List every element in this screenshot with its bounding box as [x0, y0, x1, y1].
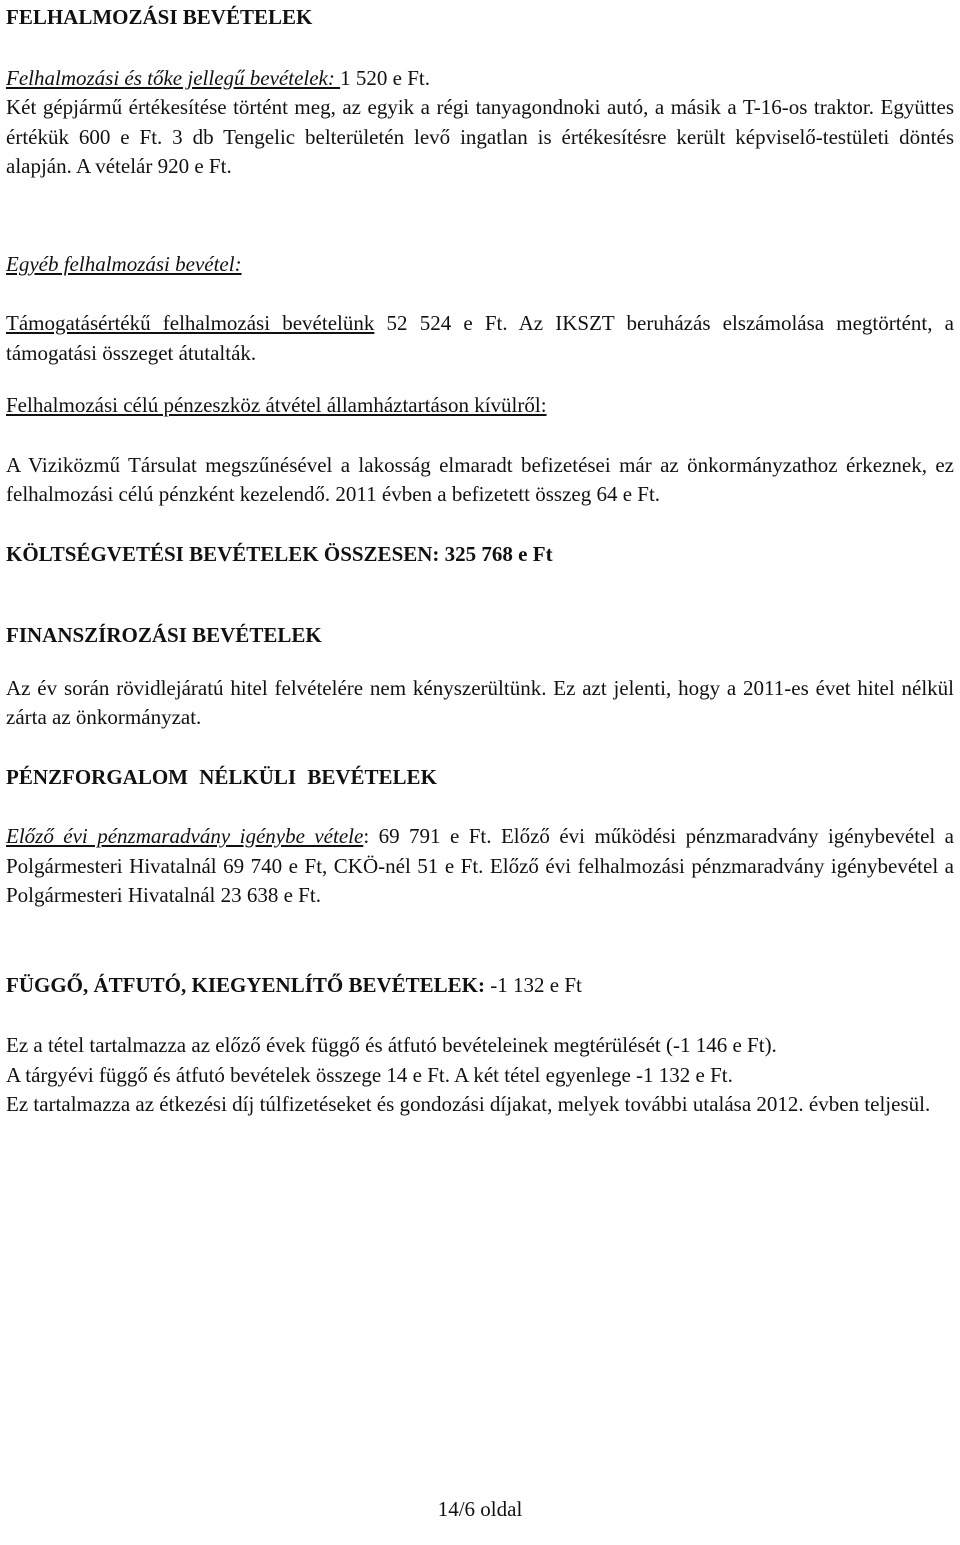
document-page — [6, 3, 954, 1120]
support-label: Támogatásértékű felhalmozási bevételünk — [6, 311, 375, 335]
financing-heading: FINANSZÍROZÁSI BEVÉTELEK — [6, 623, 322, 647]
capital-paragraph: Két gépjármű értékesítése történt meg, az egyik a régi tanyagondnoki autó, a másik a T-16-os traktor. Együttes értékük 600 e Ft. 3 db Tengelic belterületén levő ingatlan is értékesítésre került képviselő-testületi döntés alapján. A vételár 920 e Ft. — [6, 95, 954, 178]
noncash-heading: PÉNZFORGALOM NÉLKÜLI BEVÉTELEK — [6, 764, 437, 789]
noncash-label: Előző évi pénzmaradvány igénybe vétele — [6, 824, 364, 848]
budget-total-label: KÖLTSÉGVETÉSI BEVÉTELEK ÖSSZESEN: — [6, 541, 440, 566]
financing-paragraph: Az év során rövidlejáratú hitel felvételére nem kényszerültünk. Ez azt jelenti, hogy a 2011-es évet hitel nélkül zárta az önkormányzat. — [6, 675, 954, 729]
pending-line-2: A tárgyévi függő és átfutó bevételek összege 14 e Ft. A két tétel egyenlege -1 132 e Ft. — [6, 1062, 733, 1087]
transfer-paragraph: A Viziközmű Társulat megszűnésével a lakosság elmaradt befizetései már az önkormányzathoz érkeznek, ez felhalmozási célú pénzként kezelendő. 2011 évben a befizetett összeg 64 e Ft. — [6, 452, 954, 506]
support-paragraph — [6, 309, 954, 368]
capital-subtitle-label: Felhalmozási és tőke jellegű bevételek: — [6, 65, 341, 90]
noncash-paragraph — [6, 822, 954, 911]
noncash-text: : 69 791 e Ft. Előző évi működési pénzmaradvány igénybevétel a Polgármesteri Hivatalnál 69 740 e Ft, CKÖ-nél 51 e Ft. Előző évi felhalmozási pénzmaradvány igénybevétel a Polgármesteri Hivatalnál 23 638 e Ft. — [6, 824, 954, 907]
capital-revenue-heading: FELHALMOZÁSI BEVÉTELEK — [6, 5, 313, 29]
pending-line-1: Ez a tétel tartalmazza az előző évek függő és átfutó bevételeinek megtérülését (-1 146 e Ft). — [6, 1033, 777, 1057]
pending-heading: FÜGGŐ, ÁTFUTÓ, KIEGYENLÍTŐ BEVÉTELEK: — [6, 972, 486, 997]
pending-line-3: Ez tartalmazza az étkezési díj túlfizetéseket és gondozási díjakat, melyek további utalása 2012. évben teljesül. — [6, 1092, 931, 1116]
capital-subtitle-value: 1 520 e Ft. — [340, 65, 430, 90]
page-number: 14/6 oldal — [437, 1497, 523, 1521]
support-text: 52 524 e Ft. Az IKSZT beruházás elszámolása megtörtént, a támogatási összeget átutalták. — [6, 311, 954, 365]
pending-heading-line — [6, 971, 954, 1001]
capital-subtitle — [6, 64, 954, 94]
budget-total-line — [6, 540, 954, 570]
transfer-heading: Felhalmozási célú pénzeszköz átvétel államháztartáson kívülről: — [6, 393, 547, 417]
other-capital-heading: Egyéb felhalmozási bevétel: — [6, 251, 242, 276]
budget-total-value: 325 768 e Ft — [444, 541, 553, 566]
pending-value: -1 132 e Ft — [485, 972, 582, 997]
